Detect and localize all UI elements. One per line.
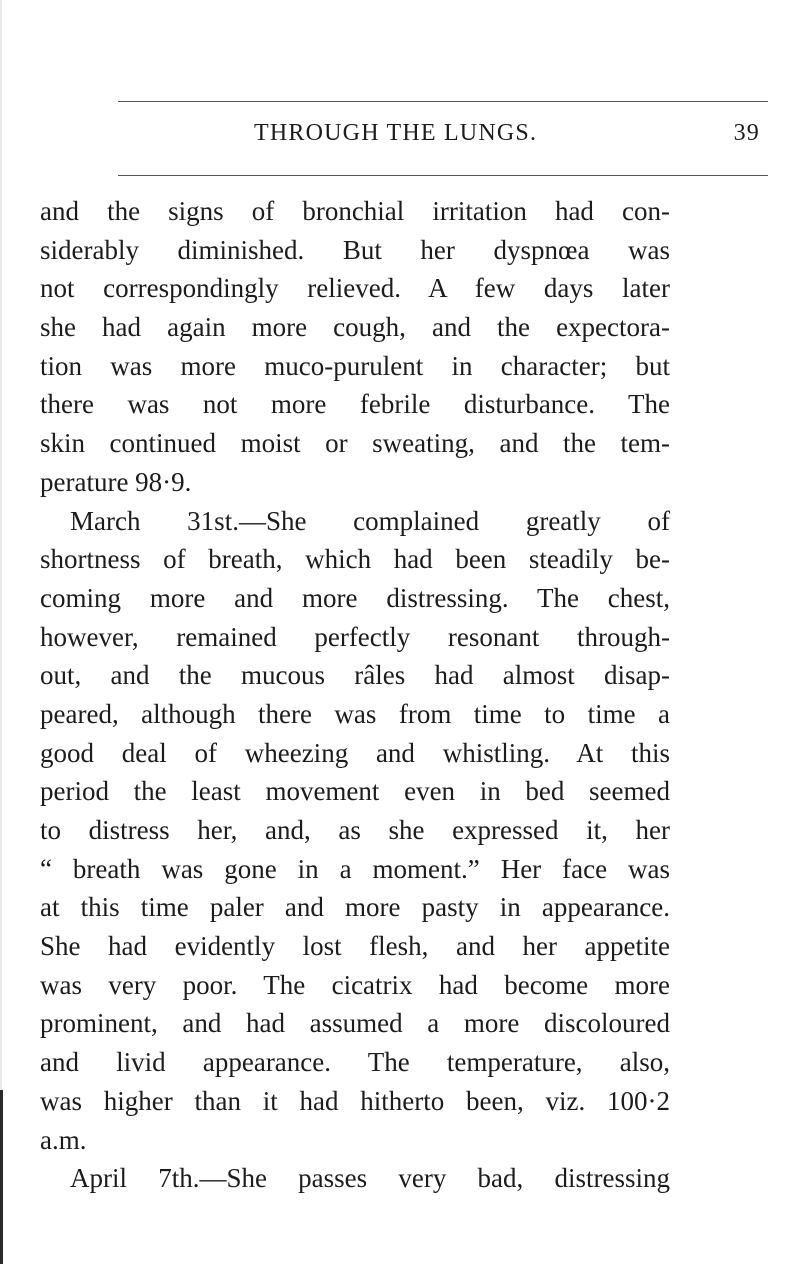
text-line: there was not more febrile disturbance. The xyxy=(40,389,670,420)
text-line: perature 98·9. xyxy=(40,466,192,497)
body-text xyxy=(40,192,670,1198)
text-line: tion was more muco-purulent in character; but xyxy=(40,350,670,381)
running-title: THROUGH THE LUNGS. xyxy=(254,120,538,146)
page-edge-shadow xyxy=(0,0,2,1264)
text-line: skin continued moist or sweating, and the tem- xyxy=(40,428,670,459)
text-line: coming more and more distressing. The chest, xyxy=(40,582,670,613)
text-line: and the signs of bronchial irritation had con- xyxy=(40,196,670,226)
text-line: out, and the mucous râles had almost disap- xyxy=(40,660,670,691)
text-line: prominent, and had assumed a more discoloured xyxy=(40,1008,670,1039)
text-line: peared, although there was from time to time a xyxy=(40,698,670,729)
text-line: period the least movement even in bed seemed xyxy=(40,776,670,807)
text-line: and livid appearance. The temperature, also, xyxy=(40,1047,670,1078)
text-line: at this time paler and more pasty in appearance. xyxy=(40,892,670,923)
text-line: was higher than it had hitherto been, viz. 100·2 xyxy=(40,1085,670,1116)
header-rule-top xyxy=(118,101,768,102)
text-line: a.m. xyxy=(40,1124,87,1155)
text-line: siderably diminished. But her dyspnœa was xyxy=(40,234,670,265)
text-line: good deal of wheezing and whistling. At this xyxy=(40,737,670,768)
text-line: March 31st.—She complained greatly of xyxy=(70,505,670,536)
header-rule-bottom xyxy=(118,175,768,176)
text-line: shortness of breath, which had been steadily be- xyxy=(40,544,670,575)
text-line: “ breath was gone in a moment.” Her face was xyxy=(40,853,670,884)
binding-edge xyxy=(0,1090,3,1264)
page-number: 39 xyxy=(733,120,760,146)
text-line: to distress her, and, as she expressed it, her xyxy=(40,815,670,845)
text-line: She had evidently lost flesh, and her appetite xyxy=(40,931,670,962)
text-line: she had again more cough, and the expectora- xyxy=(40,312,670,343)
text-line: April 7th.—She passes very bad, distressing xyxy=(70,1163,670,1194)
text-line: was very poor. The cicatrix had become more xyxy=(40,969,670,1000)
running-header xyxy=(118,120,768,156)
text-line: not correspondingly relieved. A few days later xyxy=(40,273,670,304)
text-line: however, remained perfectly resonant through- xyxy=(40,621,670,652)
